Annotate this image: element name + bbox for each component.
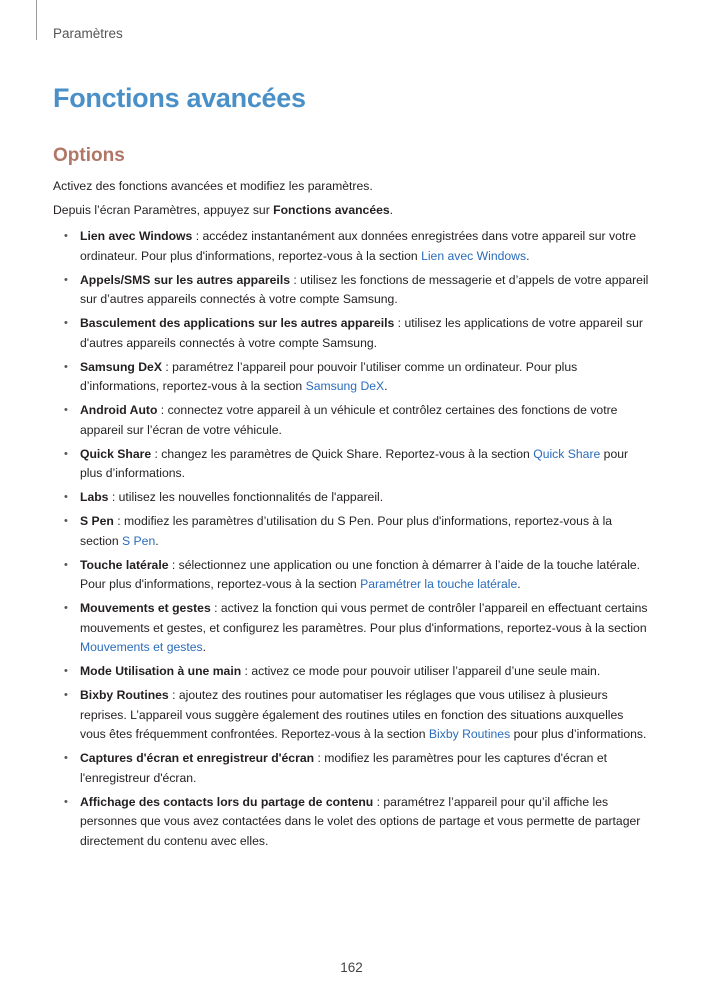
option-description-end: .	[155, 533, 159, 548]
option-description: : paramétrez l’appareil pour pouvoir l’utiliser comme un ordinateur. Pour plus d’informations, reportez-vous à la section	[80, 359, 578, 393]
list-item	[64, 314, 649, 353]
list-item	[64, 488, 649, 508]
intro-instruction	[53, 203, 393, 217]
bullet: •	[64, 602, 68, 614]
option-description-end: .	[202, 640, 207, 654]
option-description: : changez les paramètres de Quick Share. Reportez-vous à la section	[151, 446, 534, 461]
option-term: Android Auto	[80, 403, 158, 417]
option-term: Mouvements et gestes	[80, 601, 211, 615]
bullet: •	[64, 491, 68, 503]
bullet: •	[64, 515, 68, 527]
option-description-end: .	[384, 379, 388, 393]
bullet: •	[64, 558, 68, 571]
option-term: Touche latérale	[80, 557, 169, 572]
section-link[interactable]: Mouvements et gestes	[80, 640, 203, 654]
option-description: : utilisez les fonctions de messagerie et d’appels de votre appareil sur d’autres appareils connectés à votre compte Samsung.	[80, 272, 649, 306]
section-link[interactable]: Quick Share	[533, 446, 601, 461]
option-term: Quick Share	[80, 446, 152, 461]
option-description: : activez ce mode pour pouvoir utiliser l’appareil d’une seule main.	[241, 664, 601, 678]
list-item	[64, 686, 649, 745]
option-description: : sélectionnez une application ou une fonction à démarrer à l’aide de la touche latérale. Pour plus d'informations, reportez-vous à la section	[80, 557, 641, 591]
option-description: : modifiez les paramètres d’utilisation du S Pen. Pour plus d'informations, reportez-vous à la section	[80, 514, 613, 548]
section-link[interactable]: Lien avec Windows	[421, 248, 527, 263]
bullet: •	[64, 752, 68, 764]
list-item	[64, 227, 649, 266]
option-description: : accédez instantanément aux données enregistrées dans votre appareil sur votre ordinateur. Pour plus d'informations, reportez-vous à la section	[80, 229, 637, 263]
breadcrumb: Paramètres	[53, 26, 123, 41]
list-item	[64, 401, 649, 440]
option-term: Lien avec Windows	[80, 229, 193, 243]
section-link[interactable]: Bixby Routines	[428, 727, 511, 741]
list-item	[64, 271, 649, 310]
section-link[interactable]: Paramétrer la touche latérale	[360, 577, 518, 591]
list-item	[64, 793, 649, 852]
intro-instruction-suffix: .	[389, 203, 394, 217]
option-term: Mode Utilisation à une main	[80, 664, 242, 678]
option-description: : ajoutez des routines pour automatiser les réglages que vous utilisez à plusieurs reprises. L’appareil vous suggère également des routines utiles en fonction des situations auxquelles vous êtes fréquemment confrontées. Reportez-vous à la section	[80, 688, 624, 741]
list-item	[64, 358, 649, 397]
page-edge-divider	[36, 0, 37, 40]
list-item	[64, 556, 649, 595]
option-description: : modifiez les paramètres pour les captures d'écran et l'enregistreur d'écran.	[80, 751, 607, 785]
bullet: •	[64, 447, 68, 460]
bullet: •	[64, 360, 68, 373]
page-number: 162	[340, 960, 363, 975]
option-description-end: pour plus d’informations.	[510, 727, 647, 741]
option-description: : paramétrez l’appareil pour qu’il affiche les personnes que vous avez contactées dans le volet des options de partage et vous permette de partager directement du contenu avec elles.	[80, 794, 641, 848]
section-heading: Options	[53, 145, 125, 166]
option-term: Captures d'écran et enregistreur d'écran	[80, 751, 315, 765]
option-term: Samsung DeX	[80, 359, 162, 374]
bullet: •	[64, 795, 68, 808]
bullet: •	[64, 317, 68, 329]
option-description: : activez la fonction qui vous permet de contrôler l’appareil en effectuant certains mouvements et gestes, et configurez les paramètres. Pour plus d'informations, reportez-vous à la section	[80, 601, 648, 635]
options-list	[64, 227, 649, 856]
page-title: Fonctions avancées	[53, 83, 306, 113]
list-item	[64, 599, 649, 658]
list-item	[64, 445, 649, 484]
option-description: : connectez votre appareil à un véhicule et contrôlez certaines des fonctions de votre appareil sur l’écran de votre véhicule.	[80, 403, 618, 437]
section-link[interactable]: Samsung DeX	[305, 379, 385, 393]
intro-instruction-menu: Fonctions avancées	[273, 203, 390, 217]
bullet: •	[64, 230, 68, 242]
bullet: •	[64, 273, 68, 286]
bullet: •	[64, 665, 68, 677]
option-term: Basculement des applications sur les autres appareils	[80, 316, 395, 330]
intro-text: Activez des fonctions avancées et modifiez les paramètres.	[53, 179, 373, 193]
option-description-end: .	[526, 248, 530, 263]
list-item	[64, 512, 649, 551]
option-term: Affichage des contacts lors du partage de contenu	[80, 794, 374, 809]
option-term: Labs	[80, 490, 109, 504]
option-description: : utilisez les nouvelles fonctionnalités de l'appareil.	[108, 490, 384, 504]
list-item	[64, 662, 649, 682]
option-term: Appels/SMS sur les autres appareils	[80, 272, 290, 287]
bullet: •	[64, 404, 68, 416]
option-term: S Pen	[80, 514, 114, 528]
option-description-end: pour plus d’informations.	[80, 446, 629, 480]
option-term: Bixby Routines	[80, 688, 169, 702]
section-link[interactable]: S Pen	[122, 533, 156, 548]
bullet: •	[64, 689, 68, 701]
option-description-end: .	[517, 577, 521, 591]
list-item	[64, 749, 649, 788]
intro-instruction-prefix: Depuis l’écran Paramètres, appuyez sur	[53, 203, 274, 217]
option-description: : utilisez les applications de votre appareil sur d'autres appareils connectés à votre compte Samsung.	[80, 316, 643, 350]
